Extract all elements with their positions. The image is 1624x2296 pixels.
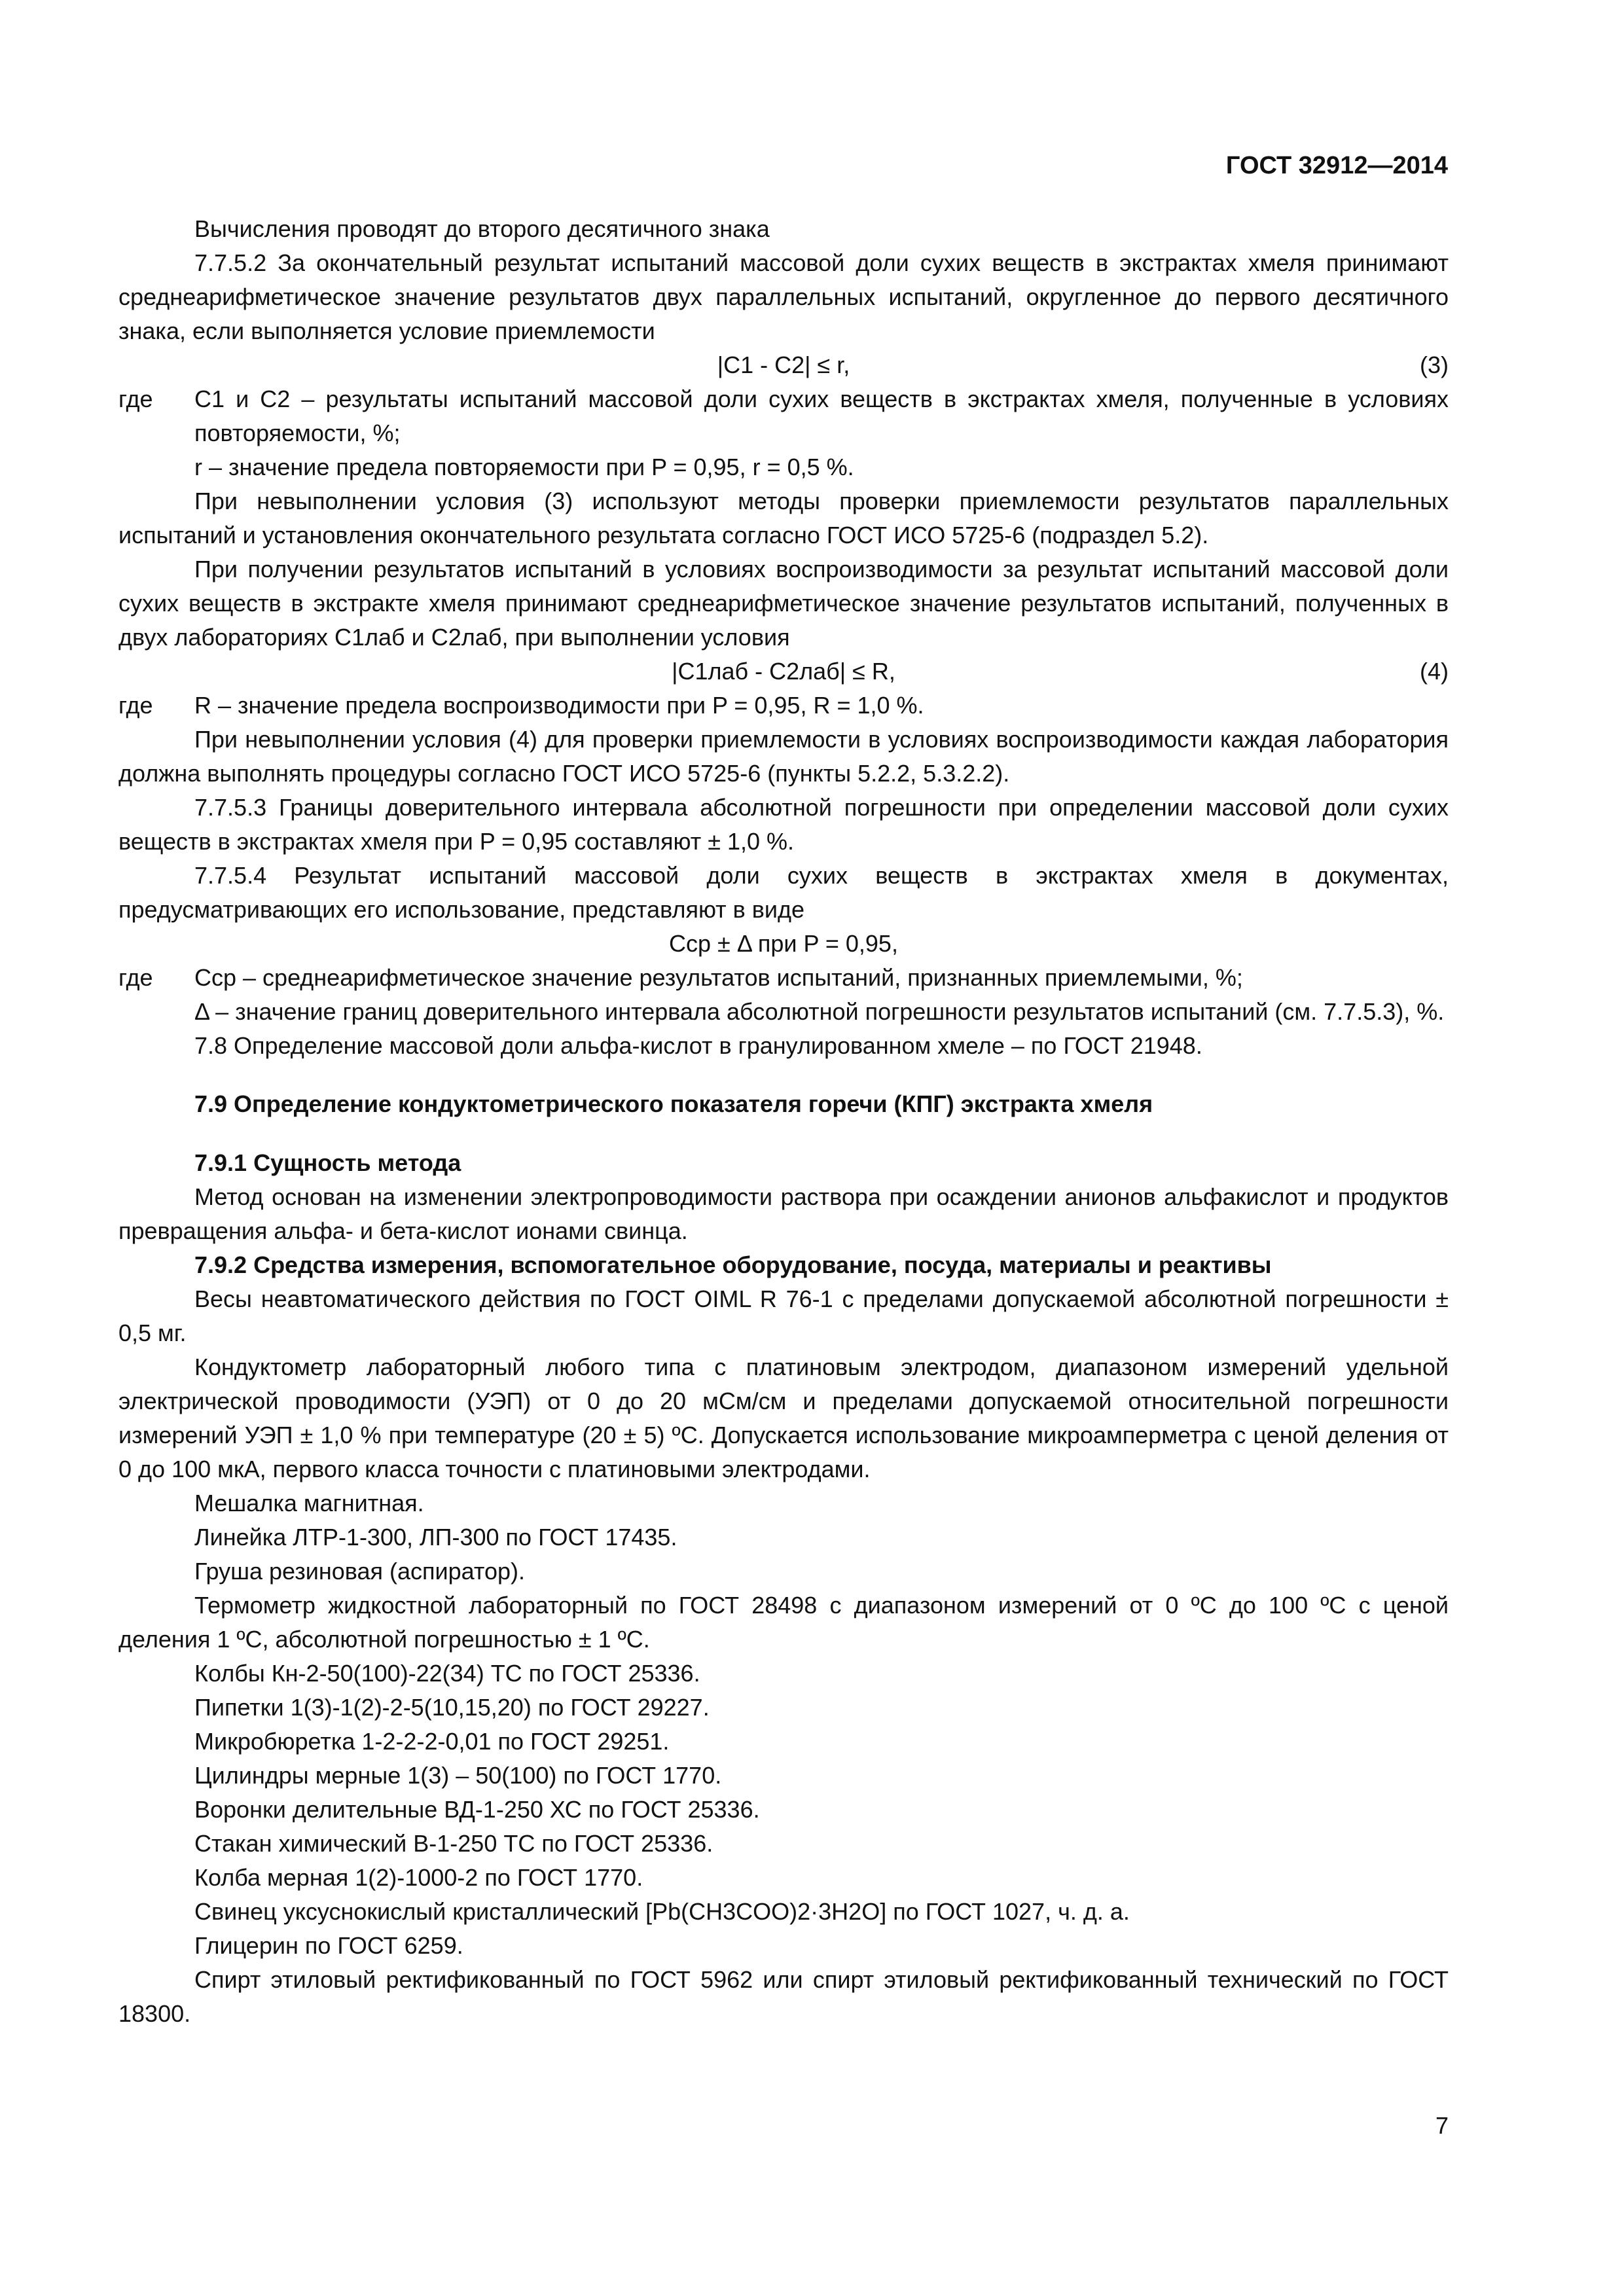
clause-7-7-5-4: 7.7.5.4 Результат испытаний массовой доли сухих веществ в экстрактах хмеля в документах, предусматривающих его использование, представляют в виде — [118, 862, 1449, 923]
equipment-item: Колба мерная 1(2)-1000-2 по ГОСТ 1770. — [194, 1864, 643, 1891]
clause-7-7-5-2: 7.7.5.2 За окончательный результат испытаний массовой доли сухих веществ в экстрактах хмеля принимают среднеарифметическое значение результатов двух параллельных испытаний, округленное до первого десятичного знака, если выполняется условие приемлемости — [118, 249, 1449, 344]
paragraph: При получении результатов испытаний в условиях воспроизводимости за результат испытаний массовой доли сухих веществ в экстракте хмеля принимают среднеарифметическое значение результатов испытаний, полученных в двух лабораториях C1лаб и C2лаб, при выполнении условия — [118, 556, 1449, 651]
equipment-item: Глицерин по ГОСТ 6259. — [194, 1932, 463, 1959]
equipment-item: Стакан химический В-1-250 ТС по ГОСТ 25336. — [194, 1830, 713, 1857]
section-heading-7-9-1: 7.9.1 Сущность метода — [194, 1149, 461, 1176]
paragraph: Вычисления проводят до второго десятичного знака — [194, 215, 770, 242]
equipment-item: Воронки делительные ВД-1-250 ХС по ГОСТ 25336. — [194, 1796, 760, 1823]
paragraph: При невыполнении условия (4) для проверки приемлемости в условиях воспроизводимости каждая лаборатория должна выполнять процедуры согласно ГОСТ ИСО 5725-6 (пункты 5.2.2, 5.3.2.2). — [118, 726, 1449, 787]
formula-text: |C1лаб - C2лаб| ≤ R, — [672, 658, 895, 685]
equipment-item: Термометр жидкостной лабораторный по ГОСТ 28498 с диапазоном измерений от 0 ºC до 100 ºC с ценой деления 1 ºC, абсолютной погрешностью ± 1 ºC. — [118, 1592, 1449, 1653]
where-label: где — [118, 386, 153, 412]
where-label: где — [118, 964, 153, 991]
where-definition — [118, 382, 1449, 450]
clause-7-8: 7.8 Определение массовой доли альфа-кислот в гранулированном хмеле – по ГОСТ 21948. — [194, 1032, 1202, 1059]
where-definition — [118, 689, 1449, 723]
equipment-item: Пипетки 1(3)-1(2)-2-5(10,15,20) по ГОСТ 29227. — [194, 1694, 710, 1721]
definition-text: C1 и C2 – результаты испытаний массовой доли сухих веществ в экстрактах хмеля, полученные в условиях повторяемости, %; — [194, 386, 1449, 446]
equipment-item: Спирт этиловый ректификованный по ГОСТ 5962 или спирт этиловый ректификованный технический по ГОСТ 18300. — [118, 1966, 1449, 2027]
formula-text: |C1 - C2| ≤ r, — [717, 351, 850, 378]
definition-text: r – значение предела повторяемости при P = 0,95, r = 0,5 %. — [194, 454, 854, 480]
formula-number: (4) — [1420, 658, 1449, 685]
document-number-header: ГОСТ 32912—2014 — [1225, 152, 1448, 179]
definition-text: R – значение предела воспроизводимости при P = 0,95, R = 1,0 %. — [194, 692, 924, 719]
equipment-item: Весы неавтоматического действия по ГОСТ OIML R 76-1 с пределами допускаемой абсолютной погрешности ± 0,5 мг. — [118, 1285, 1449, 1346]
definition-text: Cср – среднеарифметическое значение результатов испытаний, признанных приемлемыми, %; — [194, 964, 1243, 991]
page-number: 7 — [1435, 2112, 1449, 2139]
equipment-item: Колбы Кн-2-50(100)-22(34) ТС по ГОСТ 25336. — [194, 1660, 700, 1687]
paragraph: Метод основан на изменении электропроводимости раствора при осаждении анионов альфакислот и продуктов превращения альфа- и бета-кислот ионами свинца. — [118, 1183, 1449, 1244]
formula-4 — [118, 655, 1449, 689]
clause-7-7-5-3: 7.7.5.3 Границы доверительного интервала абсолютной погрешности при определении массовой доли сухих веществ в экстрактах хмеля при P = 0,95 составляют ± 1,0 %. — [118, 794, 1449, 855]
formula-result — [118, 927, 1449, 961]
equipment-item: Линейка ЛТР-1-300, ЛП-300 по ГОСТ 17435. — [194, 1524, 677, 1551]
document-body — [118, 212, 1449, 2031]
formula-number: (3) — [1420, 351, 1449, 378]
section-heading-7-9-2: 7.9.2 Средства измерения, вспомогательное оборудование, посуда, материалы и реактивы — [194, 1251, 1272, 1278]
equipment-item: Цилиндры мерные 1(3) – 50(100) по ГОСТ 1770. — [194, 1762, 722, 1789]
equipment-item: Груша резиновая (аспиратор). — [194, 1558, 525, 1585]
formula-text: Cср ± Δ при P = 0,95, — [669, 930, 898, 957]
equipment-item: Микробюретка 1-2-2-2-0,01 по ГОСТ 29251. — [194, 1728, 670, 1755]
definition-text: Δ – значение границ доверительного интервала абсолютной погрешности результатов испытаний (см. 7.7.5.3), %. — [194, 998, 1445, 1025]
where-label: где — [118, 692, 153, 719]
paragraph: При невыполнении условия (3) используют методы проверки приемлемости результатов параллельных испытаний и установления окончательного результата согласно ГОСТ ИСО 5725-6 (подраздел 5.2). — [118, 488, 1449, 548]
formula-3 — [118, 348, 1449, 382]
equipment-item: Кондуктометр лабораторный любого типа с платиновым электродом, диапазоном измерений удельной электрической проводимости (УЭП) от 0 до 20 мСм/см и пределами допускаемой относительной погрешности измерений УЭП ± 1,0 % при температуре (20 ± 5) ºC. Допускается использование микроамперметра с ценой деления от 0 до 100 мкА, первого класса точности с платиновыми электродами. — [118, 1354, 1449, 1482]
where-definition — [118, 961, 1449, 995]
section-heading-7-9: 7.9 Определение кондуктометрического показателя горечи (КПГ) экстракта хмеля — [194, 1090, 1153, 1117]
equipment-item: Мешалка магнитная. — [194, 1490, 424, 1516]
equipment-item: Свинец уксуснокислый кристаллический [Pb(CH3COO)2·3H2O] по ГОСТ 1027, ч. д. а. — [194, 1898, 1130, 1925]
